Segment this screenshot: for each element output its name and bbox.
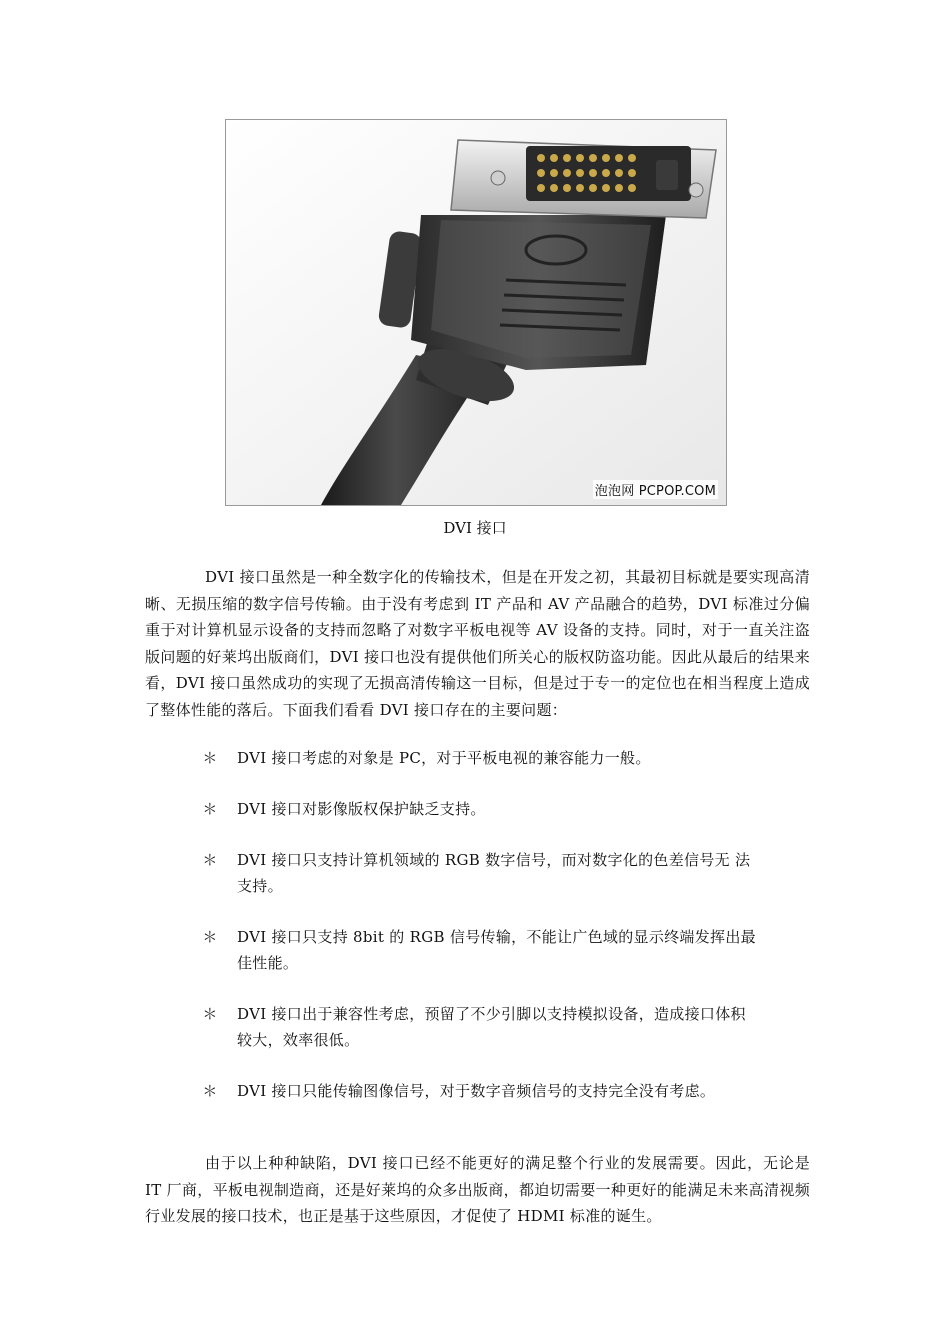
conclusion-paragraph: 由于以上种种缺陷，DVI 接口已经不能更好的满足整个行业的发展需要。因此，无论是 IT 厂商，平板电视制造商，还是好莱坞的众多出版商，都迫切需要一种更好的能满足未来高清视频行业发展的接口技术，也正是基于这些原因，才促使了 HDMI 标准的诞生。 <box>145 1154 810 1226</box>
list-item-text: DVI 接口考虑的对象是 PC，对于平板电视的兼容能力一般。 <box>237 749 651 767</box>
dvi-connector-illustration <box>226 120 726 505</box>
photo-watermark: 泡泡网 PCPOP.COM <box>593 480 718 499</box>
list-item <box>200 796 760 822</box>
figure-caption: DVI 接口 <box>443 519 507 537</box>
list-item <box>200 847 760 899</box>
bullet-star-icon: ＊ <box>202 1082 218 1100</box>
bullet-star-icon: ＊ <box>202 749 218 767</box>
bullet-star-icon: ＊ <box>202 800 218 818</box>
list-item-text: DVI 接口出于兼容性考虑，预留了不少引脚以支持模拟设备，造成接口体积较大，效率很低。 <box>237 1005 746 1049</box>
bullet-star-icon: ＊ <box>202 851 218 869</box>
dvi-connector-photo <box>225 119 727 506</box>
list-item <box>200 1078 760 1130</box>
list-item <box>200 1001 760 1053</box>
list-item-text: DVI 接口只能传输图像信号，对于数字音频信号的支持完全没有考虑。 <box>237 1082 716 1100</box>
bullet-star-icon: ＊ <box>202 1005 218 1023</box>
list-item-text: DVI 接口只支持 8bit 的 RGB 信号传输，不能让广色域的显示终端发挥出最佳性能。 <box>237 928 756 972</box>
list-item-text: DVI 接口只支持计算机领域的 RGB 数字信号，而对数字化的色差信号无 法支持。 <box>237 851 751 895</box>
bullet-star-icon: ＊ <box>202 928 218 946</box>
issue-list <box>200 745 760 1155</box>
list-item-text: DVI 接口对影像版权保护缺乏支持。 <box>237 800 486 818</box>
list-item <box>200 745 760 771</box>
intro-paragraph: DVI 接口虽然是一种全数字化的传输技术，但是在开发之初，其最初目标就是要实现高清晰、无损压缩的数字信号传输。由于没有考虑到 IT 产品和 AV 产品融合的趋势，DVI 标准过分偏重于对计算机显示设备的支持而忽略了对数字平板电视等 AV 设备的支持。同时，对于一直关注盗版问题的好莱坞出版商们，DVI 接口也没有提供他们所关心的版权防盗功能。因此从最后的结果来看，DVI 接口虽然成功的实现了无损高清传输这一目标，但是过于专一的定位也在相当程度上造成了整体性能的落后。下面我们看看 DVI 接口存在的主要问题： <box>145 568 810 719</box>
list-item <box>200 924 760 976</box>
